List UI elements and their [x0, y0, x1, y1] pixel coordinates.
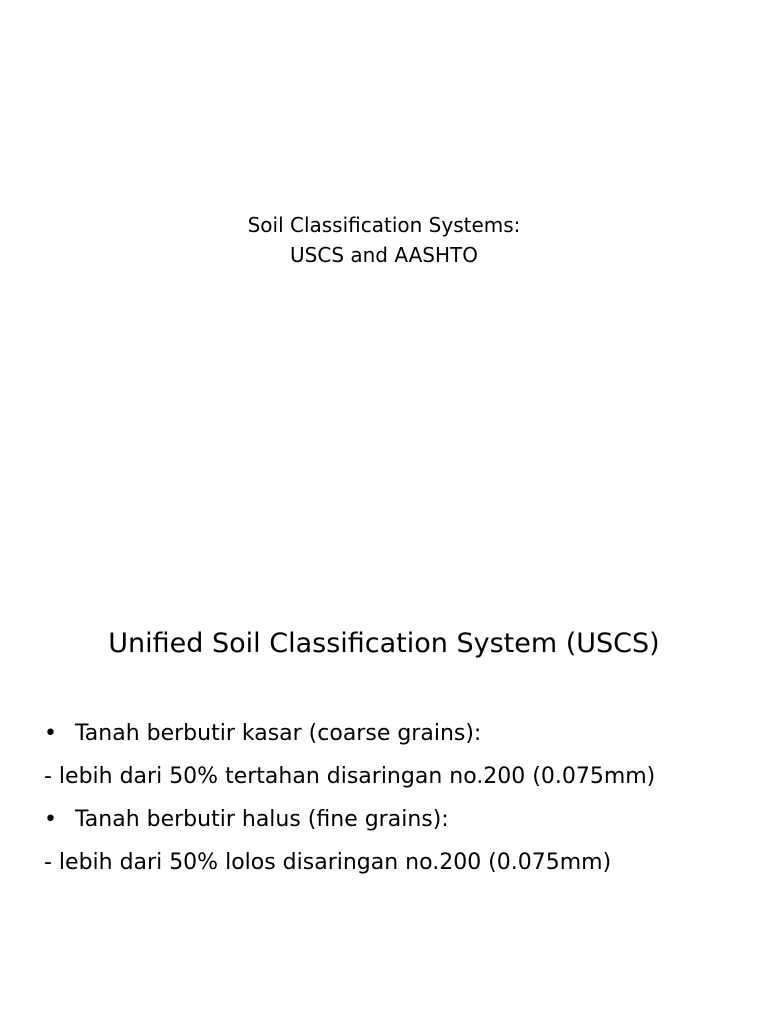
bullet-text-coarse: Tanah berbutir kasar (coarse grains):: [75, 721, 482, 746]
slide-2: [0, 512, 768, 1024]
bullet-text-fine: Tanah berbutir halus (fine grains):: [75, 807, 449, 832]
slide-1-title: [0, 210, 768, 270]
sub-line-coarse: - lebih dari 50% tertahan disaringan no.200 (0.075mm): [44, 764, 656, 789]
bullet-icon: •: [44, 721, 57, 746]
sub-line-fine: - lebih dari 50% lolos disaringan no.200 (0.075mm): [44, 850, 612, 875]
slide-1-title-line-1: Soil Classification Systems:: [247, 213, 521, 237]
slide-2-body: [44, 712, 744, 884]
bullet-icon: •: [44, 807, 57, 832]
bullet-item-coarse: [44, 712, 744, 755]
slide-2-title: Unified Soil Classification System (USCS): [108, 628, 660, 659]
bullet-item-fine: [44, 798, 744, 841]
slide-1-title-line-2: USCS and AASHTO: [290, 243, 478, 267]
